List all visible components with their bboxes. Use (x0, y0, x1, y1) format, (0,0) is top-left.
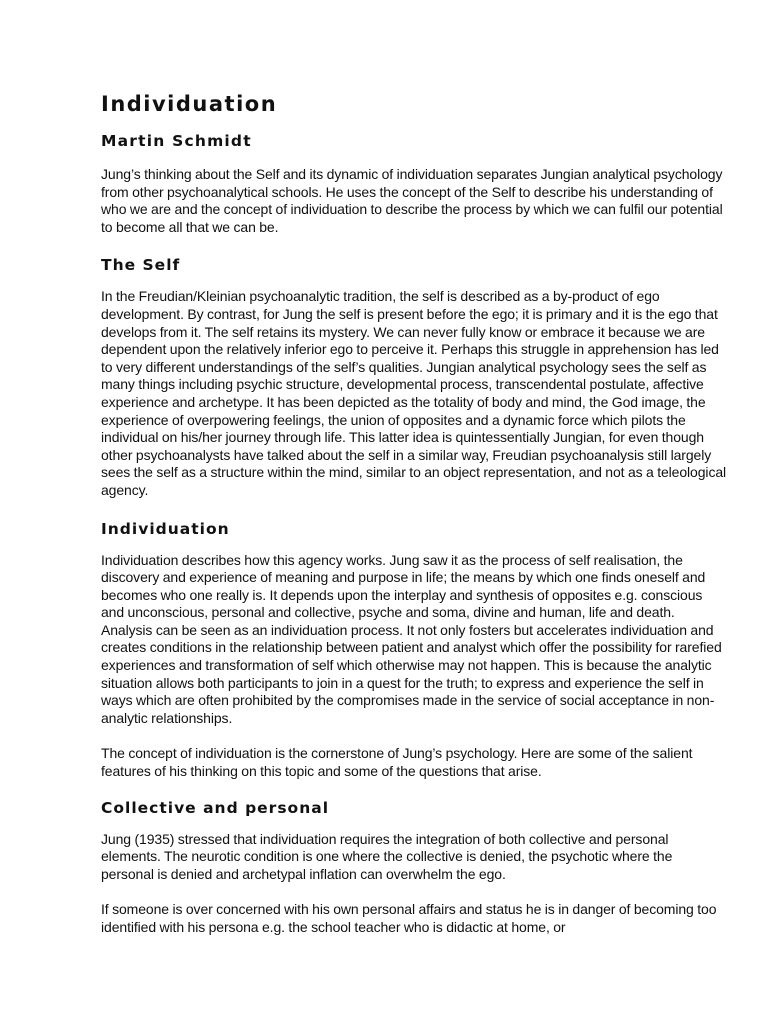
section-collective-and-personal (101, 797, 727, 937)
body-paragraph: In the Freudian/Kleinian psychoanalytic tradition, the self is described as a by-product of ego development. By contrast, for Jung the self is present before the ego; it is primary and it is the ego that develops from it. The self retains its mystery. We can never fully know or embrace it because we are dependent upon the relatively inferior ego to perceive it. Perhaps this struggle in apprehension has led to very different understandings of the self’s qualities. Jungian analytical psychology sees the self as many things including psychic structure, developmental process, transcendental postulate, affective experience and archetype. It has been depicted as the totality of body and mind, the God image, the experience of overpowering feelings, the union of opposites and a dynamic force which pilots the individual on his/her journey through life. This latter idea is quintessentially Jungian, for even though other psychoanalysts have talked about the self in a similar way, Freudian psychoanalysis still largely sees the self as a structure within the mind, similar to an object representation, and not as a teleological agency. (101, 288, 727, 498)
intro-paragraph: Jung’s thinking about the Self and its dynamic of individuation separates Jungian analytical psychology from other psychoanalytical schools. He uses the concept of the Self to describe his understanding of who we are and the concept of individuation to describe the process by which we can fulfil our potential to become all that we can be. (101, 166, 723, 235)
section-the-self (101, 254, 727, 499)
body-paragraph: Jung (1935) stressed that individuation requires the integration of both collective and personal elements. The neurotic condition is one where the collective is denied, the psychotic where the personal is denied and archetypal inflation can overwhelm the ego. (101, 830, 673, 882)
document-page (101, 88, 727, 955)
section-heading: The Self (101, 256, 181, 275)
document-title: Individuation (101, 92, 278, 116)
section-heading: Individuation (101, 519, 230, 538)
body-paragraph: The concept of individuation is the cornerstone of Jung’s psychology. Here are some of the salient features of his thinking on this topic and some of the questions that arise. (101, 745, 693, 780)
body-paragraph: If someone is over concerned with his own personal affairs and status he is in danger of becoming too identified with his persona e.g. the school teacher who is didactic at home, or (101, 901, 717, 935)
section-heading: Collective and personal (101, 798, 330, 817)
body-paragraph: Individuation describes how this agency works. Jung saw it as the process of self realisation, the discovery and experience of meaning and purpose in life; the means by which one finds oneself and becomes who one really is. It depends upon the interplay and synthesis of opposites e.g. conscious and unconscious, personal and collective, psyche and soma, divine and human, life and death. Analysis can be seen as an individuation process. It not only fosters but accelerates individuation and creates conditions in the relationship between patient and analyst which offer the possibility for rarefied experiences and transformation of self which otherwise may not happen. This is because the analytic situation allows both participants to join in a quest for the truth; to express and experience the self in ways which are often prohibited by the compromises made in the service of social acceptance in non-analytic relationships. (101, 551, 722, 726)
author-name: Martin Schmidt (101, 132, 252, 150)
section-individuation (101, 518, 727, 781)
